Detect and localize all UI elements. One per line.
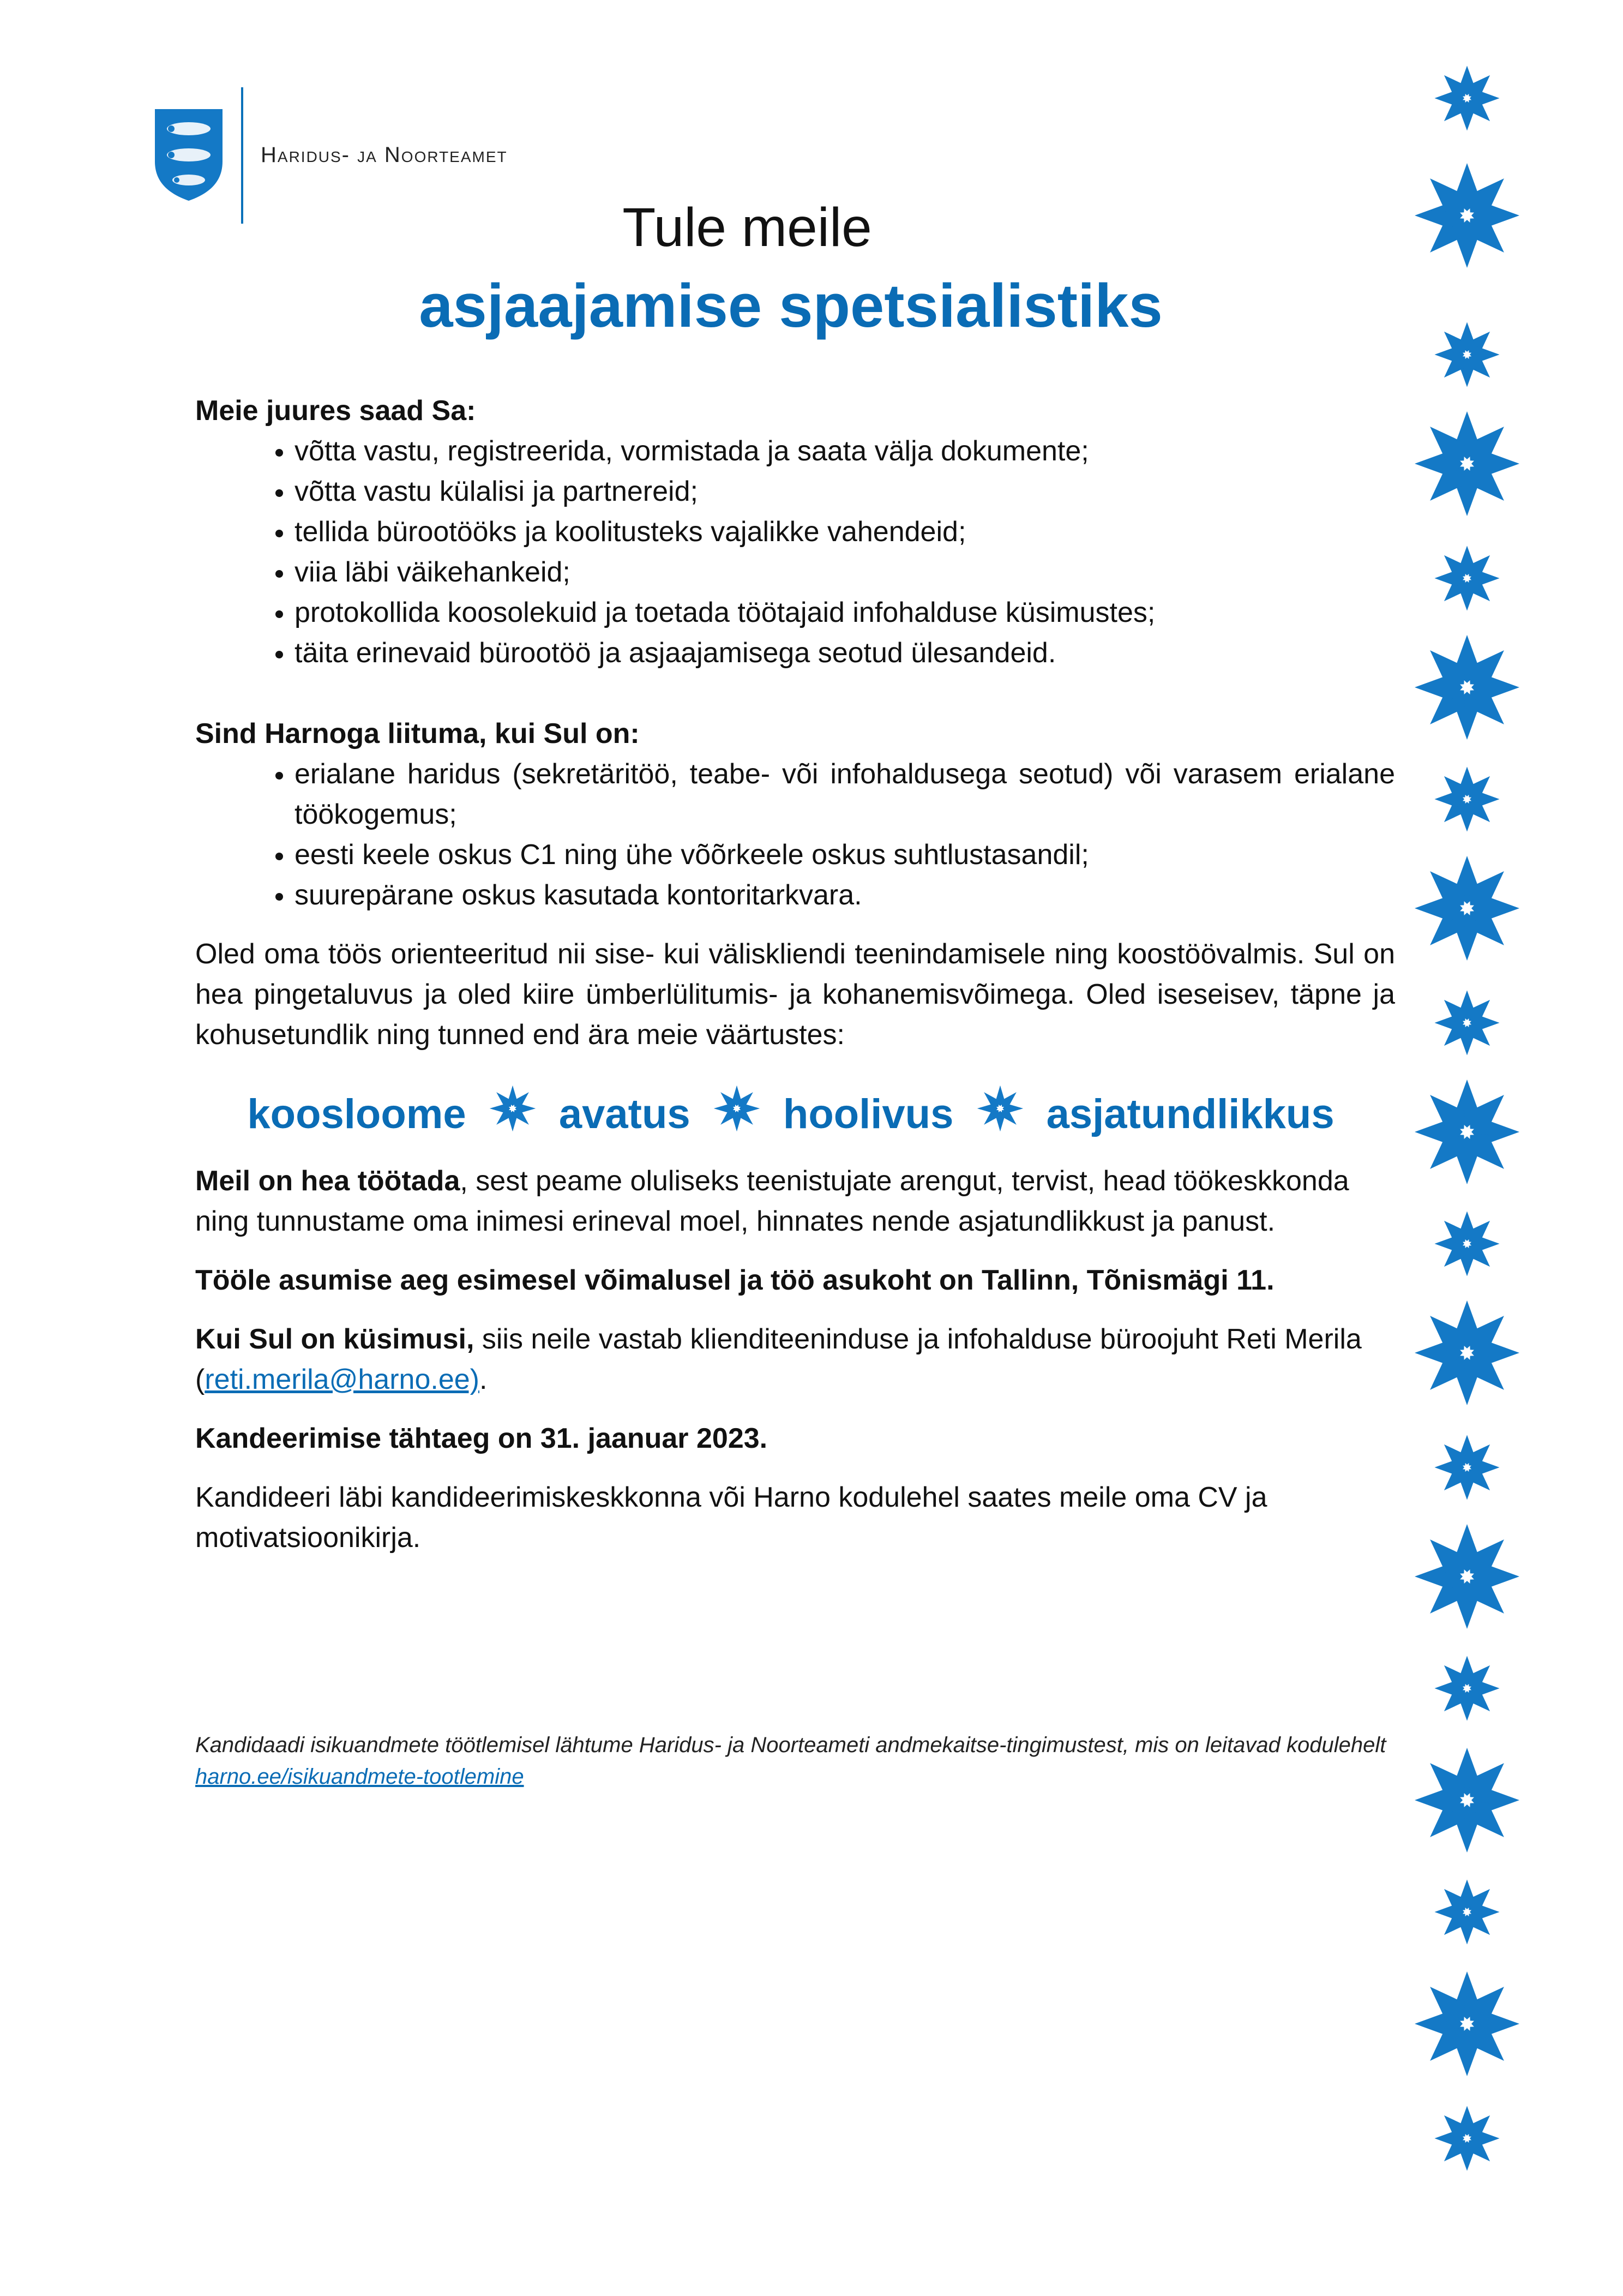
apply-paragraph: Kandideeri läbi kandideerimiskeskkonna või Harno kodulehel saates meile oma CV ja motivatsioonikirja.	[195, 1482, 1267, 1554]
contact-email-link[interactable]: reti.merila@harno.ee)	[205, 1364, 479, 1395]
benefits-paragraph	[195, 1161, 1395, 1242]
list-item: • protokollida koosolekuid ja toetada töötajaid infohalduse küsimustes;	[294, 592, 1395, 633]
eight-point-star-icon	[1434, 1656, 1499, 1720]
eight-point-star-icon	[1415, 1748, 1519, 1853]
eight-point-star-icon	[1415, 163, 1519, 268]
eight-point-star-icon	[1415, 1971, 1519, 2076]
star-icon	[713, 1084, 761, 1132]
contact-text: siis neile vastab klienditeeninduse ja infohalduse büroojuht Reti Merila (	[195, 1323, 1362, 1395]
contact-paragraph	[195, 1319, 1395, 1400]
eight-point-star-icon	[1415, 1300, 1519, 1405]
list-item: • erialane haridus (sekretäritöö, teabe- või infohaldusega seotud) või varasem erialane töökogemus;	[294, 754, 1395, 835]
title-line-1: Tule meile	[622, 197, 872, 258]
eight-point-star-icon	[1415, 1524, 1519, 1629]
deadline	[195, 1418, 1395, 1459]
star-ornament-column	[1412, 60, 1522, 2237]
profile-paragraph: Oled oma töös orienteeritud nii sise- kui väliskliendi teenindamisele ning koostöövalmis. Sul on hea pingetaluvus ja oled kiire ümberlülitumis- ja kohanemisvõimega. Oled iseseisev, täpne ja kohusetundlik ning tunned end ära meie väärtustes:	[195, 938, 1395, 1051]
eight-point-star-icon	[1434, 65, 1499, 130]
tasks-list	[195, 431, 1395, 673]
star-icon	[976, 1084, 1024, 1132]
start-info	[195, 1260, 1395, 1300]
list-item: • võtta vastu, registreerida, vormistada ja saata välja dokumente;	[294, 431, 1395, 471]
organization-name: Haridus- ja Noorteamet	[261, 143, 508, 167]
value-hoolivus: hoolivus	[783, 1091, 954, 1137]
eight-point-star-icon	[1434, 322, 1499, 387]
eight-point-star-icon	[1434, 2106, 1499, 2171]
tasks-heading: Meie juures saad Sa:	[195, 395, 476, 427]
benefits-text: , sest peame oluliseks teenistujate arengut, tervist, head töökeskkonda ning tunnustame oma inimesi erineval moel, hinnates nende asjatundlikkust ja panust.	[195, 1165, 1349, 1237]
lower-content	[195, 1161, 1395, 1576]
coat-of-arms-icon	[153, 107, 225, 202]
star-icon	[489, 1084, 537, 1132]
list-item: • tellida bürootööks ja koolitusteks vajalikke vahendeid;	[294, 512, 1395, 552]
footnote-text: Kandidaadi isikuandmete töötlemisel lähtume Haridus- ja Noorteameti andmekaitse-tingimustest, mis on leitavad kodulehelt	[195, 1733, 1386, 1757]
eight-point-star-icon	[1415, 635, 1519, 740]
title-line-2: asjaajamise spetsialistiks	[419, 272, 1163, 340]
eight-point-star-icon	[1434, 545, 1499, 610]
privacy-footnote	[195, 1729, 1395, 1793]
eight-point-star-icon	[1415, 411, 1519, 516]
eight-point-star-icon	[1415, 1080, 1519, 1184]
contact-end: .	[479, 1364, 488, 1395]
list-item: • suurepärane oskus kasutada kontoritarkvara.	[294, 875, 1395, 915]
main-content	[195, 391, 1395, 1055]
contact-bold: Kui Sul on küsimusi,	[195, 1323, 474, 1355]
privacy-link[interactable]: harno.ee/isikuandmete-tootlemine	[195, 1765, 524, 1789]
list-item: • täita erinevaid bürootöö ja asjaajamisega seotud ülesandeid.	[294, 633, 1395, 673]
benefits-bold: Meil on hea töötada	[195, 1165, 460, 1197]
eight-point-star-icon	[1415, 856, 1519, 961]
list-item: • võtta vastu külalisi ja partnereid;	[294, 471, 1395, 512]
value-asjatundlikkus: asjatundlikkus	[1046, 1091, 1335, 1137]
list-item: • viia läbi väikehankeid;	[294, 552, 1395, 592]
eight-point-star-icon	[1434, 990, 1499, 1055]
eight-point-star-icon	[1434, 1211, 1499, 1276]
value-koosloome: koosloome	[247, 1091, 466, 1137]
eight-point-star-icon	[1434, 766, 1499, 831]
requirements-heading: Sind Harnoga liituma, kui Sul on:	[195, 718, 640, 750]
start-info-text: Tööle asumise aeg esimesel võimalusel ja töö asukoht on Tallinn, Tõnismägi 11.	[195, 1264, 1275, 1296]
deadline-text: Kandeerimise tähtaeg on 31. jaanuar 2023.	[195, 1423, 768, 1454]
list-item: • eesti keele oskus C1 ning ühe võõrkeele oskus suhtlustasandil;	[294, 835, 1395, 875]
eight-point-star-icon	[1434, 1879, 1499, 1944]
eight-point-star-icon	[1434, 1435, 1499, 1500]
values-row	[0, 1084, 1582, 1138]
value-avatus: avatus	[558, 1091, 690, 1137]
requirements-list	[195, 754, 1395, 915]
